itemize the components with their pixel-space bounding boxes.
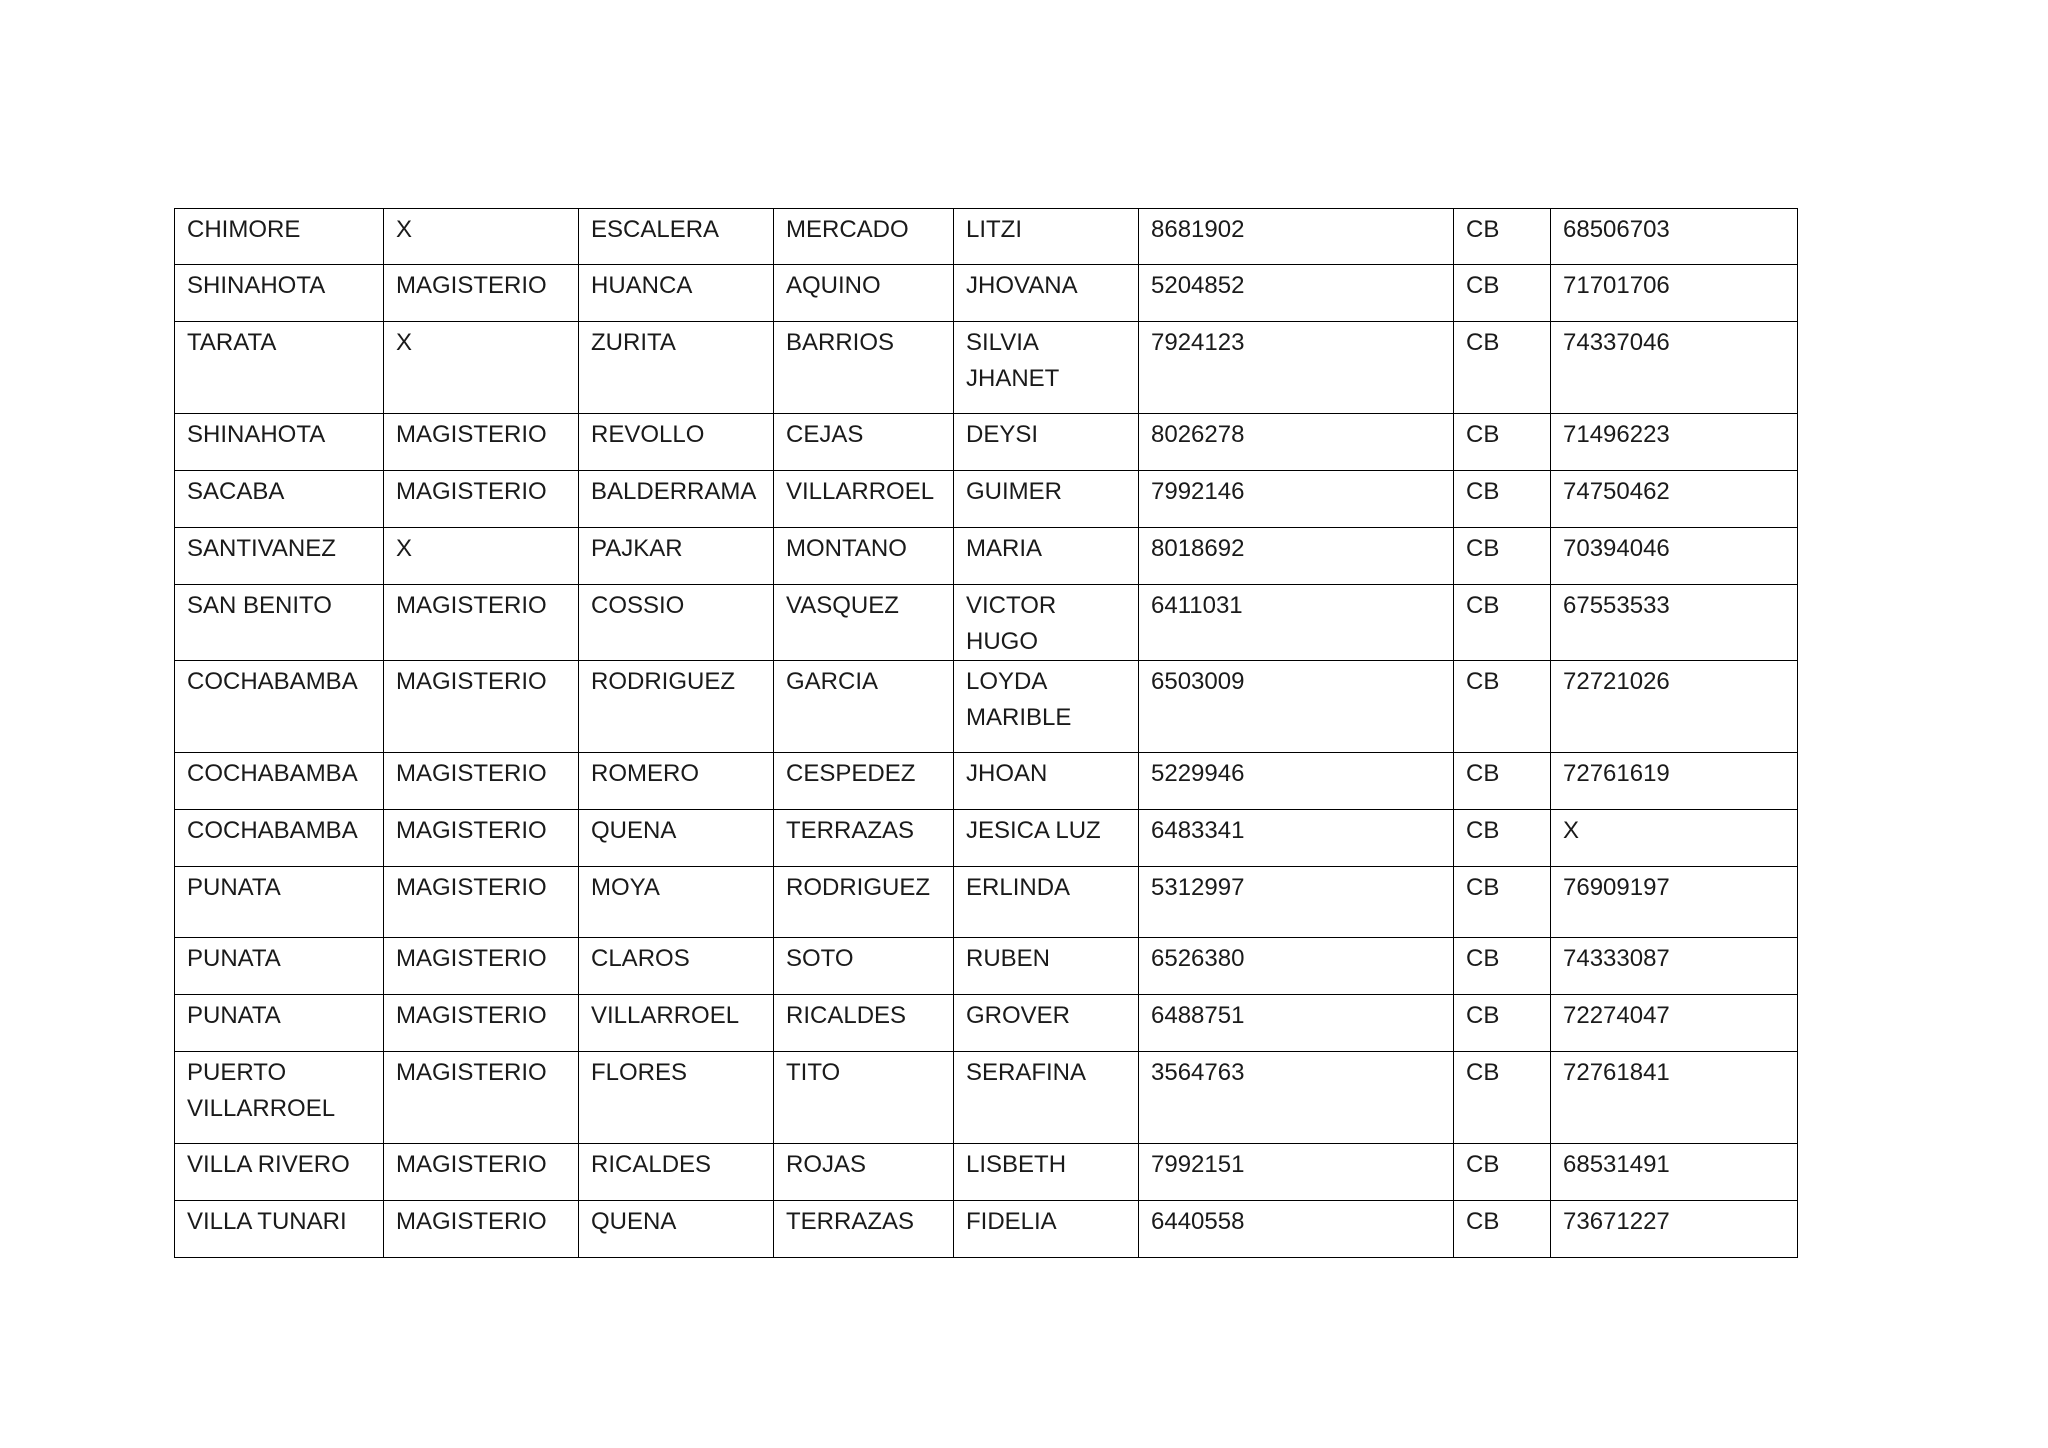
table-cell-telefono	[1551, 995, 1798, 1052]
table-cell-departamento	[1454, 1144, 1551, 1201]
table-cell-sector	[384, 995, 579, 1052]
table-cell-ci-number	[1139, 995, 1454, 1052]
table-cell-departamento	[1454, 810, 1551, 867]
table-cell-municipio	[175, 585, 384, 661]
table-cell-municipio	[175, 414, 384, 471]
cell-text: JESICA LUZ	[966, 817, 1101, 844]
cell-text: 68506703	[1563, 216, 1670, 243]
table-cell-municipio	[175, 265, 384, 322]
table-cell-apellido-paterno	[579, 995, 774, 1052]
table-cell-municipio	[175, 995, 384, 1052]
table-cell-sector	[384, 1052, 579, 1144]
table-row	[175, 867, 1798, 938]
table-cell-apellido-paterno	[579, 1052, 774, 1144]
table-cell-nombres	[954, 322, 1139, 414]
table-cell-apellido-paterno	[579, 585, 774, 661]
cell-text: 72761841	[1563, 1059, 1670, 1086]
cell-text: CB	[1466, 272, 1500, 299]
table-cell-municipio	[175, 661, 384, 753]
table-cell-apellido-materno	[774, 471, 954, 528]
cell-text: MAGISTERIO	[396, 421, 547, 448]
table-cell-telefono	[1551, 1144, 1798, 1201]
cell-text: CB	[1466, 874, 1500, 901]
table-cell-departamento	[1454, 585, 1551, 661]
table-cell-sector	[384, 414, 579, 471]
cell-text: FIDELIA	[966, 1208, 1057, 1235]
cell-text: MAGISTERIO	[396, 478, 547, 505]
table-cell-apellido-paterno	[579, 414, 774, 471]
table-cell-nombres	[954, 471, 1139, 528]
cell-text: QUENA	[591, 817, 677, 844]
cell-text: PUERTO VILLARROEL	[187, 1059, 336, 1122]
table-cell-ci-number	[1139, 1052, 1454, 1144]
cell-text: 68531491	[1563, 1151, 1670, 1178]
table-cell-municipio	[175, 209, 384, 265]
cell-text: MONTANO	[786, 535, 907, 562]
cell-text: 74337046	[1563, 329, 1670, 356]
table-cell-municipio	[175, 1201, 384, 1258]
table-cell-municipio	[175, 867, 384, 938]
table-cell-sector	[384, 867, 579, 938]
cell-text: 71701706	[1563, 272, 1670, 299]
table-cell-nombres	[954, 585, 1139, 661]
table-cell-apellido-materno	[774, 867, 954, 938]
cell-text: PUNATA	[187, 1002, 281, 1029]
cell-text: VASQUEZ	[786, 592, 899, 619]
table-cell-telefono	[1551, 265, 1798, 322]
cell-text: SILVIA JHANET	[966, 329, 1060, 392]
table-cell-departamento	[1454, 414, 1551, 471]
table-row	[175, 1144, 1798, 1201]
table-cell-nombres	[954, 867, 1139, 938]
table-cell-nombres	[954, 661, 1139, 753]
table-cell-apellido-materno	[774, 1052, 954, 1144]
table-cell-apellido-materno	[774, 810, 954, 867]
table-row	[175, 209, 1798, 265]
cell-text: TARATA	[187, 329, 277, 356]
table-row	[175, 1201, 1798, 1258]
cell-text: CLAROS	[591, 945, 690, 972]
table-cell-sector	[384, 1201, 579, 1258]
table-cell-nombres	[954, 995, 1139, 1052]
table-cell-apellido-materno	[774, 414, 954, 471]
cell-text: MARIA	[966, 535, 1043, 562]
cell-text: 5204852	[1151, 272, 1245, 299]
cell-text: MAGISTERIO	[396, 1208, 547, 1235]
table-cell-departamento	[1454, 867, 1551, 938]
roster-table-body	[175, 209, 1798, 1258]
cell-text: RICALDES	[786, 1002, 907, 1029]
cell-text: COCHABAMBA	[187, 817, 358, 844]
table-cell-apellido-paterno	[579, 528, 774, 585]
cell-text: 7992146	[1151, 478, 1245, 505]
cell-text: DEYSI	[966, 421, 1039, 448]
cell-text: CB	[1466, 592, 1500, 619]
cell-text: MAGISTERIO	[396, 592, 547, 619]
table-cell-apellido-materno	[774, 1144, 954, 1201]
table-cell-nombres	[954, 938, 1139, 995]
table-cell-nombres	[954, 209, 1139, 265]
cell-text: ROMERO	[591, 760, 699, 787]
cell-text: MAGISTERIO	[396, 760, 547, 787]
table-cell-departamento	[1454, 322, 1551, 414]
cell-text: PAJKAR	[591, 535, 683, 562]
table-cell-apellido-materno	[774, 938, 954, 995]
cell-text: MAGISTERIO	[396, 874, 547, 901]
cell-text: ESCALERA	[591, 216, 720, 243]
table-cell-departamento	[1454, 1052, 1551, 1144]
table-cell-telefono	[1551, 867, 1798, 938]
table-cell-apellido-paterno	[579, 753, 774, 810]
table-cell-telefono	[1551, 322, 1798, 414]
cell-text: SACABA	[187, 478, 285, 505]
cell-text: 74333087	[1563, 945, 1670, 972]
table-cell-ci-number	[1139, 753, 1454, 810]
cell-text: COSSIO	[591, 592, 685, 619]
table-cell-ci-number	[1139, 938, 1454, 995]
cell-text: CB	[1466, 1208, 1500, 1235]
cell-text: ZURITA	[591, 329, 676, 356]
cell-text: X	[396, 216, 413, 243]
table-cell-ci-number	[1139, 585, 1454, 661]
table-cell-ci-number	[1139, 322, 1454, 414]
cell-text: CB	[1466, 535, 1500, 562]
table-cell-sector	[384, 753, 579, 810]
cell-text: X	[396, 535, 413, 562]
cell-text: 3564763	[1151, 1059, 1245, 1086]
cell-text: 72761619	[1563, 760, 1670, 787]
cell-text: 6488751	[1151, 1002, 1245, 1029]
table-cell-nombres	[954, 265, 1139, 322]
table-cell-telefono	[1551, 661, 1798, 753]
table-cell-apellido-materno	[774, 265, 954, 322]
table-cell-sector	[384, 528, 579, 585]
table-cell-nombres	[954, 1052, 1139, 1144]
cell-text: GARCIA	[786, 668, 879, 695]
table-cell-departamento	[1454, 471, 1551, 528]
table-cell-municipio	[175, 938, 384, 995]
table-cell-telefono	[1551, 528, 1798, 585]
cell-text: COCHABAMBA	[187, 760, 358, 787]
table-cell-nombres	[954, 1144, 1139, 1201]
table-cell-apellido-paterno	[579, 938, 774, 995]
table-cell-sector	[384, 585, 579, 661]
cell-text: GROVER	[966, 1002, 1071, 1029]
cell-text: LITZI	[966, 216, 1023, 243]
cell-text: CB	[1466, 1059, 1500, 1086]
table-cell-nombres	[954, 414, 1139, 471]
cell-text: 73671227	[1563, 1208, 1670, 1235]
table-cell-telefono	[1551, 585, 1798, 661]
cell-text: VILLARROEL	[786, 478, 935, 505]
table-cell-telefono	[1551, 938, 1798, 995]
cell-text: QUENA	[591, 1208, 677, 1235]
cell-text: VILLA RIVERO	[187, 1151, 350, 1178]
table-cell-municipio	[175, 753, 384, 810]
table-cell-telefono	[1551, 753, 1798, 810]
table-row	[175, 1052, 1798, 1144]
table-row	[175, 661, 1798, 753]
table-cell-ci-number	[1139, 265, 1454, 322]
cell-text: MAGISTERIO	[396, 1059, 547, 1086]
table-row	[175, 995, 1798, 1052]
table-row	[175, 265, 1798, 322]
cell-text: 6411031	[1151, 592, 1243, 619]
cell-text: TERRAZAS	[786, 817, 915, 844]
table-cell-ci-number	[1139, 1144, 1454, 1201]
cell-text: CHIMORE	[187, 216, 301, 243]
table-cell-sector	[384, 1144, 579, 1201]
cell-text: MERCADO	[786, 216, 909, 243]
table-cell-municipio	[175, 1144, 384, 1201]
cell-text: 71496223	[1563, 421, 1670, 448]
table-cell-telefono	[1551, 1201, 1798, 1258]
cell-text: MAGISTERIO	[396, 272, 547, 299]
cell-text: 7924123	[1151, 329, 1245, 356]
cell-text: MAGISTERIO	[396, 945, 547, 972]
cell-text: MAGISTERIO	[396, 1151, 547, 1178]
table-cell-ci-number	[1139, 471, 1454, 528]
cell-text: 5312997	[1151, 874, 1245, 901]
table-cell-departamento	[1454, 528, 1551, 585]
cell-text: VICTOR HUGO	[966, 592, 1057, 655]
table-cell-telefono	[1551, 1052, 1798, 1144]
table-cell-apellido-paterno	[579, 810, 774, 867]
cell-text: REVOLLO	[591, 421, 705, 448]
cell-text: CB	[1466, 216, 1500, 243]
cell-text: CB	[1466, 760, 1500, 787]
table-cell-apellido-materno	[774, 585, 954, 661]
cell-text: JHOAN	[966, 760, 1048, 787]
table-row	[175, 471, 1798, 528]
cell-text: CB	[1466, 668, 1500, 695]
cell-text: 70394046	[1563, 535, 1670, 562]
cell-text: TERRAZAS	[786, 1208, 915, 1235]
table-cell-apellido-materno	[774, 753, 954, 810]
table-cell-municipio	[175, 322, 384, 414]
table-cell-apellido-materno	[774, 528, 954, 585]
cell-text: LOYDA MARIBLE	[966, 668, 1072, 731]
table-cell-apellido-materno	[774, 995, 954, 1052]
table-row	[175, 585, 1798, 661]
table-cell-departamento	[1454, 938, 1551, 995]
cell-text: CB	[1466, 421, 1500, 448]
table-cell-apellido-paterno	[579, 209, 774, 265]
table-cell-municipio	[175, 1052, 384, 1144]
table-cell-ci-number	[1139, 209, 1454, 265]
table-cell-sector	[384, 938, 579, 995]
cell-text: MAGISTERIO	[396, 668, 547, 695]
table-row	[175, 322, 1798, 414]
table-cell-apellido-materno	[774, 1201, 954, 1258]
cell-text: FLORES	[591, 1059, 688, 1086]
cell-text: CB	[1466, 1151, 1500, 1178]
table-cell-sector	[384, 810, 579, 867]
cell-text: VILLARROEL	[591, 1002, 740, 1029]
cell-text: MOYA	[591, 874, 660, 901]
table-cell-municipio	[175, 528, 384, 585]
cell-text: 7992151	[1151, 1151, 1245, 1178]
table-row	[175, 810, 1798, 867]
cell-text: RODRIGUEZ	[786, 874, 930, 901]
table-cell-sector	[384, 265, 579, 322]
table-cell-ci-number	[1139, 1201, 1454, 1258]
table-row	[175, 528, 1798, 585]
table-cell-departamento	[1454, 753, 1551, 810]
cell-text: SHINAHOTA	[187, 272, 326, 299]
cell-text: CB	[1466, 1002, 1500, 1029]
table-cell-apellido-paterno	[579, 661, 774, 753]
table-cell-apellido-materno	[774, 209, 954, 265]
table-cell-departamento	[1454, 661, 1551, 753]
cell-text: RICALDES	[591, 1151, 712, 1178]
table-row	[175, 938, 1798, 995]
cell-text: CB	[1466, 945, 1500, 972]
table-cell-apellido-paterno	[579, 867, 774, 938]
table-cell-apellido-paterno	[579, 322, 774, 414]
cell-text: LISBETH	[966, 1151, 1067, 1178]
table-cell-nombres	[954, 810, 1139, 867]
table-cell-ci-number	[1139, 867, 1454, 938]
table-cell-ci-number	[1139, 810, 1454, 867]
table-cell-municipio	[175, 810, 384, 867]
table-cell-municipio	[175, 471, 384, 528]
cell-text: HUANCA	[591, 272, 693, 299]
table-cell-nombres	[954, 1201, 1139, 1258]
table-cell-telefono	[1551, 810, 1798, 867]
cell-text: COCHABAMBA	[187, 668, 358, 695]
table-cell-sector	[384, 661, 579, 753]
cell-text: X	[396, 329, 413, 356]
table-cell-apellido-paterno	[579, 265, 774, 322]
cell-text: CESPEDEZ	[786, 760, 916, 787]
cell-text: 6440558	[1151, 1208, 1245, 1235]
cell-text: 76909197	[1563, 874, 1670, 901]
cell-text: 72721026	[1563, 668, 1670, 695]
cell-text: CEJAS	[786, 421, 864, 448]
table-cell-departamento	[1454, 265, 1551, 322]
cell-text: ROJAS	[786, 1151, 867, 1178]
cell-text: PUNATA	[187, 874, 281, 901]
cell-text: BALDERRAMA	[591, 478, 757, 505]
cell-text: 8018692	[1151, 535, 1245, 562]
cell-text: SERAFINA	[966, 1059, 1087, 1086]
cell-text: 67553533	[1563, 592, 1670, 619]
table-cell-sector	[384, 322, 579, 414]
cell-text: 8681902	[1151, 216, 1245, 243]
cell-text: GUIMER	[966, 478, 1062, 505]
table-cell-departamento	[1454, 1201, 1551, 1258]
cell-text: 5229946	[1151, 760, 1245, 787]
cell-text: SHINAHOTA	[187, 421, 326, 448]
table-cell-telefono	[1551, 209, 1798, 265]
table-cell-telefono	[1551, 414, 1798, 471]
table-row	[175, 414, 1798, 471]
cell-text: AQUINO	[786, 272, 881, 299]
cell-text: BARRIOS	[786, 329, 895, 356]
table-cell-apellido-materno	[774, 322, 954, 414]
cell-text: VILLA TUNARI	[187, 1208, 347, 1235]
cell-text: RUBEN	[966, 945, 1051, 972]
table-row	[175, 753, 1798, 810]
cell-text: X	[1563, 817, 1580, 844]
cell-text: PUNATA	[187, 945, 281, 972]
cell-text: CB	[1466, 329, 1500, 356]
cell-text: 74750462	[1563, 478, 1670, 505]
table-cell-departamento	[1454, 209, 1551, 265]
table-cell-departamento	[1454, 995, 1551, 1052]
cell-text: SOTO	[786, 945, 854, 972]
cell-text: 6526380	[1151, 945, 1245, 972]
table-cell-ci-number	[1139, 414, 1454, 471]
cell-text: 72274047	[1563, 1002, 1670, 1029]
cell-text: TITO	[786, 1059, 841, 1086]
table-cell-telefono	[1551, 471, 1798, 528]
cell-text: JHOVANA	[966, 272, 1078, 299]
cell-text: RODRIGUEZ	[591, 668, 735, 695]
cell-text: CB	[1466, 478, 1500, 505]
table-cell-sector	[384, 471, 579, 528]
table-cell-apellido-paterno	[579, 1201, 774, 1258]
cell-text: 6483341	[1151, 817, 1245, 844]
roster-table	[174, 208, 1798, 1258]
cell-text: CB	[1466, 817, 1500, 844]
table-cell-apellido-paterno	[579, 1144, 774, 1201]
table-cell-apellido-materno	[774, 661, 954, 753]
table-cell-nombres	[954, 753, 1139, 810]
cell-text: MAGISTERIO	[396, 1002, 547, 1029]
cell-text: SAN BENITO	[187, 592, 332, 619]
cell-text: MAGISTERIO	[396, 817, 547, 844]
cell-text: SANTIVANEZ	[187, 535, 336, 562]
cell-text: 6503009	[1151, 668, 1245, 695]
cell-text: ERLINDA	[966, 874, 1071, 901]
table-cell-sector	[384, 209, 579, 265]
table-cell-ci-number	[1139, 661, 1454, 753]
cell-text: 8026278	[1151, 421, 1245, 448]
table-cell-ci-number	[1139, 528, 1454, 585]
table-cell-apellido-paterno	[579, 471, 774, 528]
table-cell-nombres	[954, 528, 1139, 585]
